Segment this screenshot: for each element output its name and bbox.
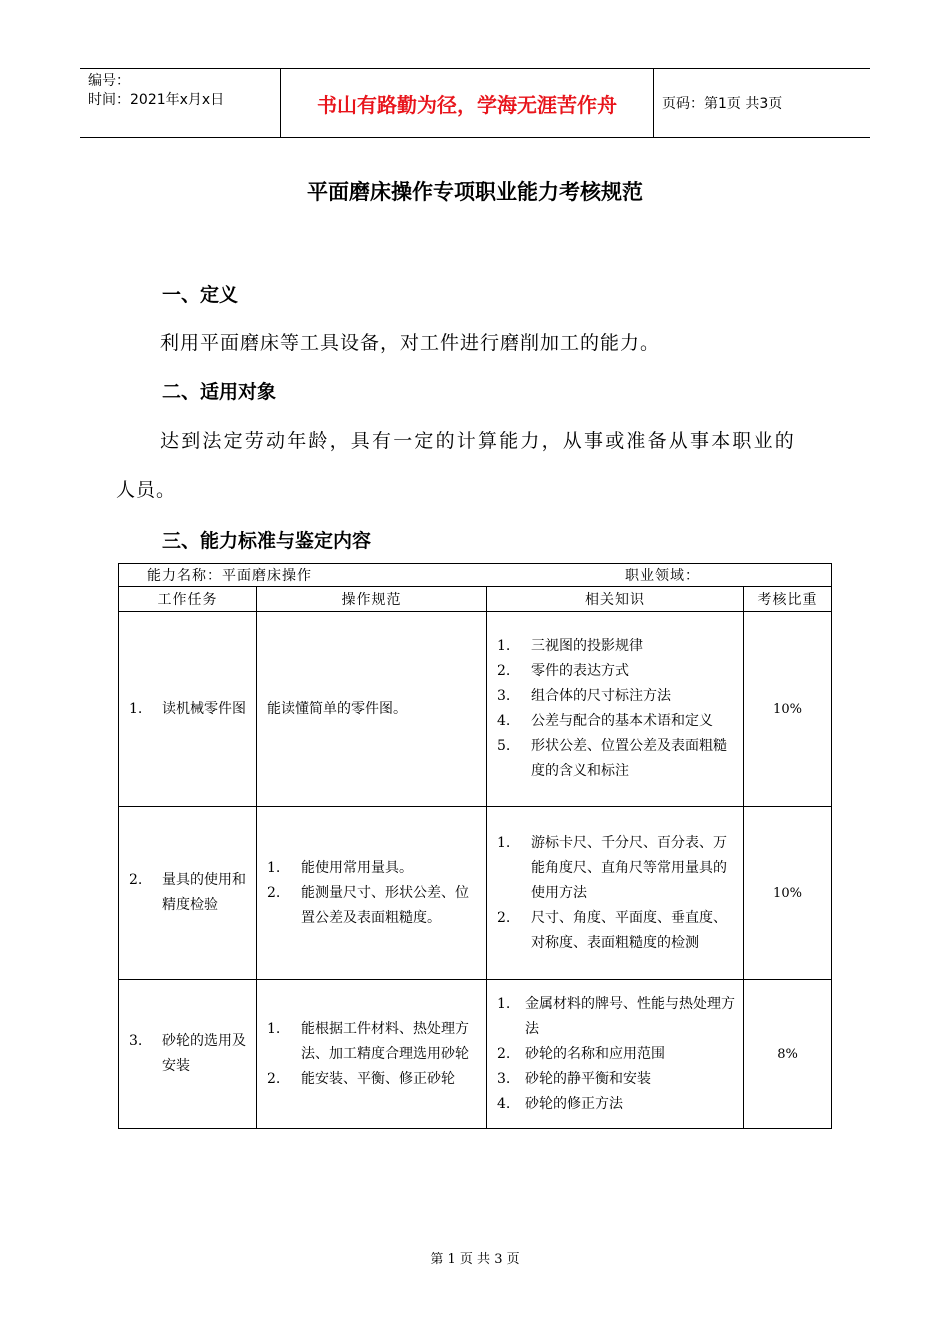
knowledge-list bbox=[497, 992, 737, 1117]
table-row bbox=[119, 980, 832, 1129]
task-name: 量具的使用和精度检验 bbox=[162, 872, 246, 913]
standard-heading: 三、能力标准与鉴定内容 bbox=[162, 530, 372, 552]
list-item: 1. 游标卡尺、千分尺、百分表、万能角度尺、直角尺等常用量具的使用方法 bbox=[497, 834, 727, 901]
document-number-label: 编号： bbox=[88, 73, 130, 89]
list-item: 5. 形状公差、位置公差及表面粗糙度的含义和标注 bbox=[497, 738, 727, 779]
spec-list bbox=[267, 1017, 480, 1092]
list-item: 2. 能安装、平衡、修正砂轮 bbox=[267, 1070, 455, 1087]
table-row bbox=[119, 807, 832, 980]
header-task: 工作任务 bbox=[119, 587, 257, 612]
header-knowledge: 相关知识 bbox=[487, 587, 744, 612]
page-header bbox=[80, 68, 870, 138]
task-number: 1. bbox=[129, 700, 143, 717]
scope-text-line1: 达到法定劳动年龄，具有一定的计算能力，从事或准备从事本职业的 bbox=[160, 430, 797, 452]
spec-list bbox=[267, 856, 480, 931]
list-item: 1. 能根据工件材料、热处理方法、加工精度合理选用砂轮 bbox=[267, 1020, 469, 1062]
header-motto: 书山有路勤为径，学海无涯苦作舟 bbox=[280, 69, 654, 137]
table-name-row bbox=[119, 564, 832, 587]
table-row bbox=[119, 612, 832, 807]
page-footer: 第 1 页 共 3 页 bbox=[430, 1252, 520, 1267]
scope-heading: 二、适用对象 bbox=[162, 381, 277, 403]
weight-value: 10% bbox=[744, 612, 832, 807]
header-spec: 操作规范 bbox=[257, 587, 487, 612]
task-number: 2. bbox=[129, 872, 143, 888]
list-item: 1. 三视图的投影规律 bbox=[497, 638, 643, 654]
task-name: 读机械零件图 bbox=[162, 700, 246, 717]
header-meta bbox=[80, 69, 280, 137]
list-item: 2. 能测量尺寸、形状公差、位置公差及表面粗糙度。 bbox=[267, 884, 469, 926]
weight-value: 10% bbox=[744, 807, 832, 980]
list-item: 4. 公差与配合的基本术语和定义 bbox=[497, 713, 713, 729]
definition-text: 利用平面磨床等工具设备，对工件进行磨削加工的能力。 bbox=[160, 332, 661, 354]
spec-text: 能读懂简单的零件图。 bbox=[267, 700, 407, 717]
ability-name: 能力名称：平面磨床操作 bbox=[147, 568, 312, 584]
list-item: 1. 金属材料的牌号、性能与热处理方法 bbox=[497, 995, 735, 1037]
task-name: 砂轮的选用及安装 bbox=[162, 1033, 246, 1074]
scope-text-line2: 人员。 bbox=[116, 479, 177, 501]
knowledge-list bbox=[497, 634, 737, 784]
ability-standard-table bbox=[118, 563, 832, 1129]
weight-value: 8% bbox=[744, 980, 832, 1129]
list-item: 3. 组合体的尺寸标注方法 bbox=[497, 688, 671, 704]
document-time-label: 时间：2021年x月x日 bbox=[88, 92, 225, 108]
knowledge-list bbox=[497, 831, 737, 956]
list-item: 2. 零件的表达方式 bbox=[497, 663, 629, 679]
list-item: 4. 砂轮的修正方法 bbox=[497, 1095, 623, 1112]
document-title: 平面磨床操作专项职业能力考核规范 bbox=[307, 180, 643, 204]
table-header-row bbox=[119, 587, 832, 612]
occupation-field: 职业领域： bbox=[625, 568, 700, 584]
definition-heading: 一、定义 bbox=[162, 284, 239, 306]
list-item: 2. 尺寸、角度、平面度、垂直度、对称度、表面粗糙度的检测 bbox=[497, 909, 727, 951]
header-page-info: 页码：第1页 共3页 bbox=[662, 96, 783, 112]
header-weight: 考核比重 bbox=[744, 587, 832, 612]
list-item: 3. 砂轮的静平衡和安装 bbox=[497, 1070, 651, 1087]
list-item: 2. 砂轮的名称和应用范围 bbox=[497, 1045, 665, 1062]
list-item: 1. 能使用常用量具。 bbox=[267, 859, 413, 876]
task-number: 3. bbox=[129, 1033, 143, 1049]
